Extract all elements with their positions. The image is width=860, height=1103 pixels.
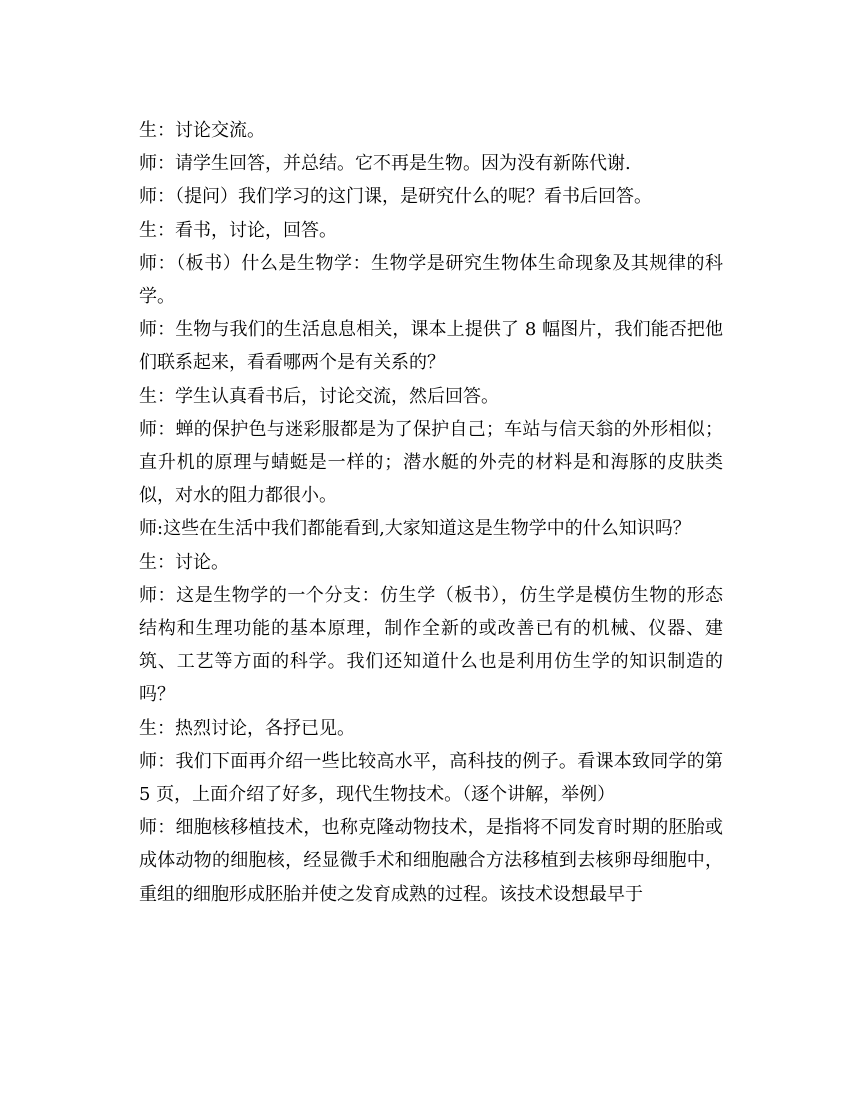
paragraph: 生：看书，讨论，回答。 xyxy=(139,219,337,241)
paragraph: 师:这些在生活中我们都能看到,大家知道这是生物学中的什么知识吗？ xyxy=(139,518,691,540)
paragraph: 生：讨论交流。 xyxy=(139,120,265,141)
paragraph: 师：细胞核移植技术，也称克隆动物技术，是指将不同发育时期的胚胎或成体动物的细胞核，经显微手术和细胞融合方法移植到去核卵母细胞中，重组的细胞形成胚胎并使之发育成熟的过程。该技术设想最早于 xyxy=(139,817,723,905)
paragraph: 生：学生认真看书后，讨论交流，然后回答。 xyxy=(139,385,499,407)
paragraph: 师：蝉的保护色与迷彩服都是为了保护自己；车站与信天翁的外形相似；直升机的原理与蜻蜓是一样的；潜水艇的外壳的材料是和海豚的皮肤类似，对水的阻力都很小。 xyxy=(139,418,723,507)
paragraph: 生：讨论。 xyxy=(139,551,229,573)
paragraph: 师：这是生物学的一个分支：仿生学（板书），仿生学是模仿生物的形态结构和生理功能的基本原理，制作全新的或改善已有的机械、仪器、建筑、工艺等方面的科学。我们还知道什么也是利用仿生学的知识制造的吗？ xyxy=(139,584,723,706)
paragraph: 师：（板书）什么是生物学：生物学是研究生物体生命现象及其规律的科学。 xyxy=(139,252,723,308)
paragraph: 师：（提问）我们学习的这门课，是研究什么的呢？看书后回答。 xyxy=(139,186,652,208)
paragraph: 师：请学生回答，并总结。它不再是生物。因为没有新陈代谢. xyxy=(139,153,631,175)
paragraph: 师：生物与我们的生活息息相关，课本上提供了 8 幅图片，我们能否把他们联系起来，看看哪两个是有关系的？ xyxy=(139,319,723,374)
document-body xyxy=(139,114,723,911)
paragraph: 生：热烈讨论，各抒已见。 xyxy=(139,717,355,739)
paragraph: 师：我们下面再介绍一些比较高水平，高科技的例子。看课本致同学的第 5 页，上面介绍了好多，现代生物技术。（逐个讲解，举例） xyxy=(139,750,723,806)
